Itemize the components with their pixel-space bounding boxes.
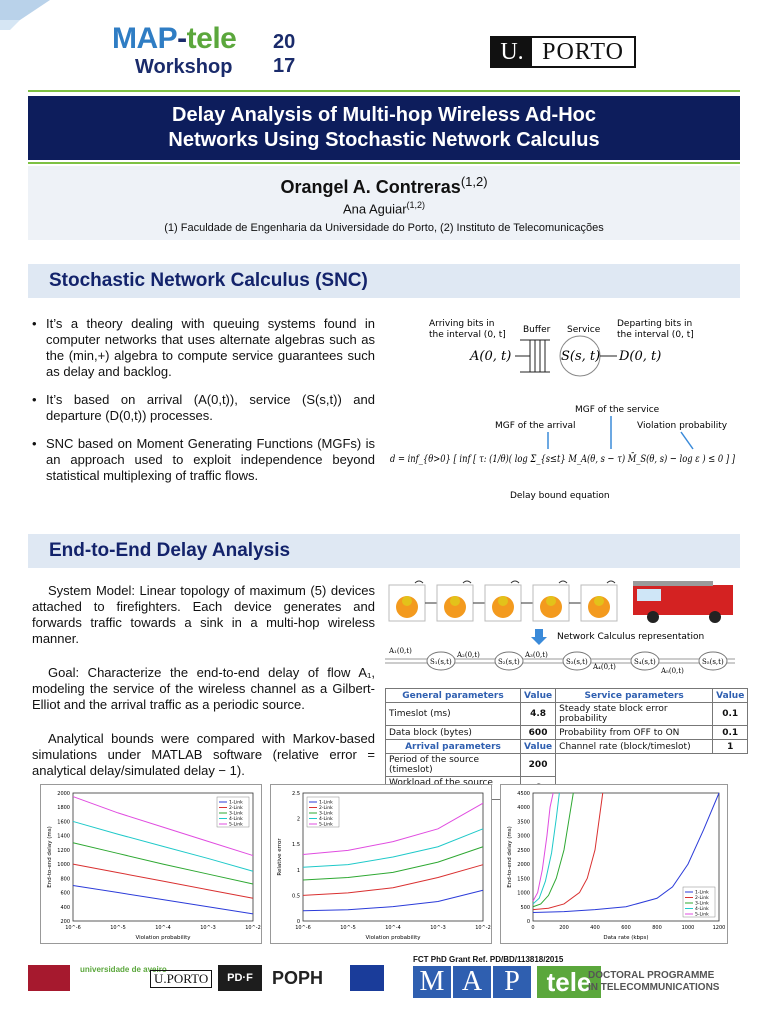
section-heading-e2e: End-to-End Delay Analysis — [28, 534, 740, 568]
divider — [28, 90, 740, 92]
legend-entry: 2-Link — [319, 806, 333, 811]
legend-entry: 2-Link — [695, 896, 709, 901]
y-tick-label: 3500 — [517, 819, 530, 826]
y-tick-label: 500 — [520, 904, 530, 911]
y-tick-label: 4500 — [517, 791, 530, 797]
x-tick-label: 200 — [559, 925, 569, 931]
second-author: Ana Aguiar$^{(1,2)}$ — [342, 200, 426, 217]
table-header: Value — [521, 689, 556, 703]
fire-truck-icon — [633, 581, 733, 623]
table-header: Service parameters — [556, 689, 713, 703]
y-tick-label: 200 — [60, 919, 70, 925]
poster-title: Delay Analysis of Multi-hop Wireless Ad-Hoc Networks Using Stochastic Network Calculus — [28, 96, 740, 160]
table-cell: Period of the source (timeslot) — [386, 754, 521, 777]
legend-entry: 5-Link — [695, 912, 709, 918]
x-tick-label: 10^-5 — [340, 925, 356, 931]
legend-entry: 5-Link — [319, 822, 333, 828]
divider — [28, 162, 740, 164]
arrival-label: A₄(0,t) — [593, 663, 616, 671]
e2e-text — [32, 583, 375, 797]
x-tick-label: 10^-4 — [155, 925, 171, 931]
table-cell: 1 — [713, 740, 748, 754]
workshop-label: Workshop — [135, 56, 233, 78]
x-axis-label: Data rate (kbps) — [603, 935, 649, 941]
equation-caption: Delay bound equation — [510, 491, 610, 501]
buffer-label: Buffer — [523, 325, 551, 335]
y-tick-label: 1800 — [57, 805, 70, 812]
table-cell: Probability from OFF to ON — [556, 726, 713, 740]
y-tick-label: 1600 — [57, 819, 70, 826]
x-tick-label: 10^-3 — [430, 925, 446, 931]
arrival-label: A₅(0,t) — [661, 667, 684, 675]
y-tick-label: 600 — [60, 890, 70, 897]
topology-illustration — [385, 577, 740, 687]
legend-entry: 4-Link — [695, 907, 709, 912]
y-tick-label: 0 — [296, 919, 300, 925]
y-axis-label: Relative error — [277, 838, 283, 876]
service-node-label: S₅(s,t) — [702, 658, 724, 666]
y-tick-label: 1.5 — [292, 842, 300, 849]
authors-block — [28, 166, 740, 240]
analysis-paragraph: Analytical bounds were compared with Markov-based simulations under MATLAB software (relative error = analytical delay/simulated delay − 1). — [32, 731, 375, 778]
firefighter-icon — [389, 581, 437, 621]
y-tick-label: 1200 — [57, 847, 70, 854]
y-tick-label: 1400 — [57, 833, 70, 840]
main-author: Orangel A. Contreras$^{(1,2)}$ — [280, 174, 488, 197]
table-cell: 6 — [521, 777, 556, 800]
snc-bullets — [32, 316, 375, 496]
y-axis-label: End-to-end delay (ms) — [47, 826, 53, 888]
y-tick-label: 2 — [296, 816, 300, 823]
y-tick-label: 2500 — [517, 847, 530, 854]
y-axis-label: End-to-end delay (ms) — [507, 826, 513, 888]
y-tick-label: 400 — [60, 904, 70, 911]
y-tick-label: 800 — [60, 876, 70, 883]
x-axis-label: Violation probability — [365, 935, 421, 941]
x-tick-label: 400 — [590, 925, 600, 931]
y-tick-label: 2000 — [517, 862, 530, 869]
table-cell: 600 — [521, 726, 556, 740]
legend-entry: 4-Link — [319, 817, 333, 822]
chart-delay-vs-violation — [40, 784, 262, 944]
service-label: Service — [567, 325, 601, 335]
x-tick-label: 1200 — [712, 925, 726, 931]
y-tick-label: 3000 — [517, 833, 530, 840]
x-tick-label: 10^-2 — [475, 925, 491, 931]
table-cell: Data block (bytes) — [386, 726, 521, 740]
x-tick-label: 10^-3 — [200, 925, 216, 931]
table-cell: Channel rate (block/timeslot) — [556, 740, 713, 754]
departing-label: Departing bits in — [617, 319, 693, 329]
table-header: General parameters — [386, 689, 521, 703]
y-tick-label: 1000 — [517, 890, 530, 897]
service-process: S(s, t) — [561, 349, 601, 364]
firefighter-icon — [485, 581, 533, 621]
x-tick-label: 10^-6 — [295, 925, 311, 931]
table-cell: Timeslot (ms) — [386, 703, 521, 726]
table-cell: 0.1 — [713, 726, 748, 740]
table-cell: 0.1 — [713, 703, 748, 726]
y-tick-label: 1 — [296, 867, 300, 874]
section-heading-snc: Stochastic Network Calculus (SNC) — [28, 264, 740, 298]
x-tick-label: 0 — [531, 925, 535, 931]
affiliations: (1) Faculdade de Engenharia da Universidade do Porto, (2) Instituto de Telecomunicações — [164, 222, 604, 235]
snc-diagram — [385, 312, 740, 507]
legend-entry: 3-Link — [695, 901, 709, 907]
x-tick-label: 1000 — [681, 925, 695, 931]
arriving-label: Arriving bits in — [429, 319, 495, 329]
chart-delay-vs-rate — [500, 784, 728, 944]
firefighter-icon — [533, 581, 581, 621]
legend-entry: 3-Link — [229, 811, 243, 817]
goal-paragraph: Goal: Characterize the end-to-end delay of flow A₁, modeling the service of the wireless channel as a Gilbert-Elliot and the arrival traffic as a periodic source. — [32, 665, 375, 712]
table-cell: 4.8 — [521, 703, 556, 726]
system-model-paragraph: System Model: Linear topology of maximum (5) devices attached to firefighters. Each device generates and forwards traffic towards a sink in a multi-hop wireless manner. — [32, 583, 375, 646]
legend-entry: 1-Link — [319, 800, 333, 806]
x-tick-label: 10^-2 — [245, 925, 261, 931]
arrival-label: A₁(0,t) — [389, 647, 412, 655]
y-tick-label: 2.5 — [292, 791, 300, 797]
arrival-label: A₃(0,t) — [525, 651, 548, 659]
table-header: Value — [713, 689, 748, 703]
legend-entry: 5-Link — [229, 822, 243, 828]
legend-entry: 2-Link — [229, 806, 243, 811]
doctoral-programme-label: DOCTORAL PROGRAMME IN TELECOMMUNICATIONS — [588, 970, 720, 993]
y-tick-label: 1000 — [57, 862, 70, 869]
bullet-item: • It’s a theory dealing with queuing systems found in computer networks that uses alternate algebras such as the (min,+) algebra to compute service guarantees such as delay and backlog. — [32, 316, 375, 380]
legend-entry: 1-Link — [695, 890, 709, 896]
legend-entry: 1-Link — [229, 800, 243, 806]
arriving-label-2: the interval (0, t] — [429, 330, 506, 340]
poph-logo: POPH — [272, 968, 324, 988]
uporto-small-logo: U.PORTO — [150, 970, 212, 988]
arrival-process: A(0, t) — [470, 349, 512, 364]
uaveiro-logo: universidade de aveiro — [80, 965, 167, 974]
delay-bound-equation: d = inf_{θ>0} [ inf [ τ: (1/θ)( log Σ_{s≤t} M_A(θ, s − τ) M̄_S(θ, s) − log ε ) ≤ 0 ] ] — [390, 453, 736, 465]
bullet-item: • SNC based on Moment Generating Functions (MGFs) is an approach used to exploit independence beyond statistical multiplexing of traffic flows. — [32, 436, 375, 484]
departing-label-2: the interval (0, t] — [617, 330, 694, 340]
mgf-arrival-label: MGF of the arrival — [495, 421, 576, 431]
violation-label: Violation probability — [637, 421, 728, 431]
service-node-label: S₁(s,t) — [430, 658, 452, 666]
legend-entry: 4-Link — [229, 817, 243, 822]
chart-relative-error — [270, 784, 492, 944]
eu-flag-logo — [350, 965, 384, 991]
x-tick-label: 800 — [652, 925, 662, 931]
service-node-label: S₃(s,t) — [566, 658, 588, 666]
down-arrow-icon — [531, 629, 547, 645]
table-cell: Workload of the source — [386, 777, 521, 800]
nc-representation-label: Network Calculus representation — [557, 632, 705, 642]
departure-process: D(0, t) — [619, 349, 662, 364]
service-node-label: S₂(s,t) — [498, 658, 520, 666]
x-tick-label: 600 — [621, 925, 631, 931]
y-tick-label: 1500 — [517, 876, 530, 883]
x-axis-label: Violation probability — [135, 935, 191, 941]
uporto-logo: U. PORTO — [490, 36, 636, 68]
uminho-logo — [28, 965, 70, 991]
service-node-label: S₄(s,t) — [634, 658, 656, 666]
workshop-year: 20 17 — [273, 31, 296, 77]
grant-reference: FCT PhD Grant Ref. PD/BD/113818/2015 — [413, 955, 564, 964]
bullet-item: • It’s based on arrival (A(0,t)), service (S(s,t)) and departure (D(0,t)) processes. — [32, 392, 375, 424]
y-tick-label: 0.5 — [292, 893, 300, 900]
x-tick-label: 10^-5 — [110, 925, 126, 931]
table-header: Value — [521, 740, 556, 754]
pdf-logo: PD·F — [218, 965, 262, 991]
firefighter-icon — [437, 581, 485, 621]
map-tele-footer-logo: M A P tele — [413, 966, 601, 998]
firefighter-icon — [581, 581, 617, 621]
table-cell: Steady state block error probability — [556, 703, 713, 726]
y-tick-label: 0 — [526, 919, 530, 925]
mgf-service-label: MGF of the service — [575, 405, 660, 415]
table-cell: 200 — [521, 754, 556, 777]
table-header: Arrival parameters — [386, 740, 521, 754]
y-tick-label: 4000 — [517, 805, 530, 812]
y-tick-label: 2000 — [57, 791, 70, 797]
legend-entry: 3-Link — [319, 811, 333, 817]
x-tick-label: 10^-4 — [385, 925, 401, 931]
x-tick-label: 10^-6 — [65, 925, 81, 931]
arrival-label: A₂(0,t) — [457, 651, 480, 659]
corner-decoration — [0, 0, 60, 30]
maptele-logo: MAP-tele — [112, 22, 237, 55]
arrow — [681, 432, 693, 449]
